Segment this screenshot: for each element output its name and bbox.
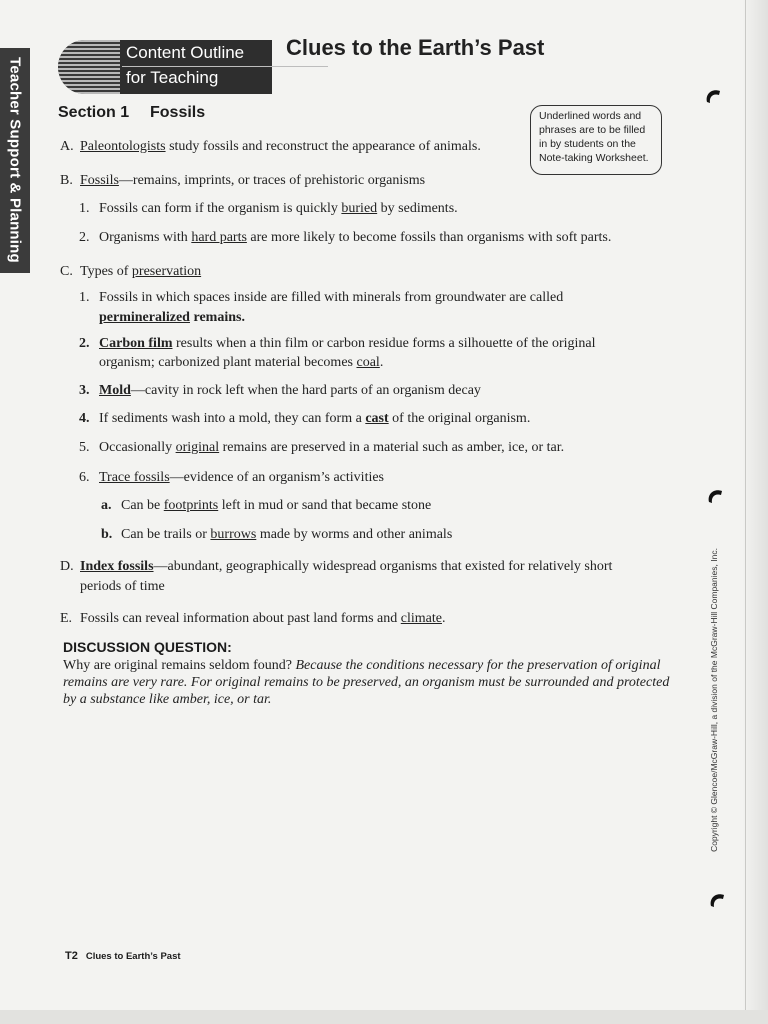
discussion-body	[63, 657, 673, 708]
punch-hole-icon	[708, 892, 726, 912]
badge-line1: Content Outline	[126, 43, 245, 62]
section-heading	[58, 104, 205, 122]
copyright-notice: Copyright © Glencoe/McGraw-Hill, a division of the McGraw-Hill Companies, Inc.	[709, 548, 719, 852]
punch-hole-icon	[706, 488, 724, 508]
page-title: Clues to the Earth’s Past	[286, 35, 545, 60]
section-name: Fossils	[150, 104, 206, 121]
punch-hole-icon	[704, 88, 722, 108]
section-number: Section 1	[58, 104, 130, 121]
content-outline-badge	[58, 40, 272, 94]
bottom-edge	[0, 1010, 768, 1024]
outline-item-c2-cont: organism; carbonized plant material becomes coal.	[99, 355, 384, 370]
note-box: Underlined words and phrases are to be filled in by students on the Note-taking Worksheet.	[530, 105, 662, 175]
page-footer	[65, 950, 181, 962]
side-tab	[0, 48, 30, 273]
outline-item-d-cont: periods of time	[80, 579, 165, 594]
worksheet-page: Teacher Support & Planning Content Outline for Teaching Clues to the Earth’s Past Section 1 Fossils Underlined words and phrases are to be filled in by students on the Note-taking Worksheet. A. Paleontologists study fossils and reconstruct the appearance of animals. B. Fossils—remains, imprints, or traces of prehistoric organisms 1. Fossils can form if the organism is quickly buried by sediments. 2. Organisms with hard parts are more likely to become fossils than organisms with soft parts. C. Types of preservation 1. Fossils in which spaces inside are filled with minerals from groundwater are called permineralized remains. 2. Carbon film results when a thin film or carbon residue forms a silhouette of the original organism; carbonized plant material becomes coal. 3. Mold—cavity in rock left when the hard parts of an organism decay 4. If sediments wash into a mold, they can form a cast of the original organism. 5. Occasionally original remains are preserved in a material such as amber, ice, or tar. 6. Trace fossils—evidence of an organism’s activities a. Can be footprints left in mud or sand that became stone b. Can be trails or burrows made by worms and other animals D. Index fossils—abundant, geographically widespread organisms that existed for relatively short periods of time E. Fossils can reveal information about past land forms and climate. DISCUSSION QUESTION: Why are original remains seldom found? Because the conditions necessary for the preservation of original remains are very rare. For original remains to be preserved, an organism must be surrounded and protected by a substance like amber, ice, or tar. Copyright © Glencoe/McGraw-Hill, a division of the McGraw-Hill Companies, Inc. T2 Clues to Earth’s Past	[0, 0, 768, 1024]
outline-item-c1-cont: permineralized remains.	[99, 310, 245, 325]
side-tab-label: Teacher Support & Planning	[6, 57, 24, 263]
discussion-question: Why are original remains seldom found?	[63, 658, 292, 673]
badge-line2: for Teaching	[126, 68, 219, 87]
footer-title: Clues to Earth’s Past	[85, 951, 181, 962]
page-edge	[745, 0, 746, 1024]
badge-divider	[122, 66, 328, 67]
discussion-heading: DISCUSSION QUESTION:	[63, 639, 232, 655]
badge-stripes	[58, 40, 120, 94]
discussion-answer: Because the conditions necessary for the preservation of original remains are very rare. For original remains to be preserved, an organism must be surrounded and protected by a substance like amber, ice, or tar.	[63, 658, 670, 707]
page-number: T2	[65, 950, 78, 962]
